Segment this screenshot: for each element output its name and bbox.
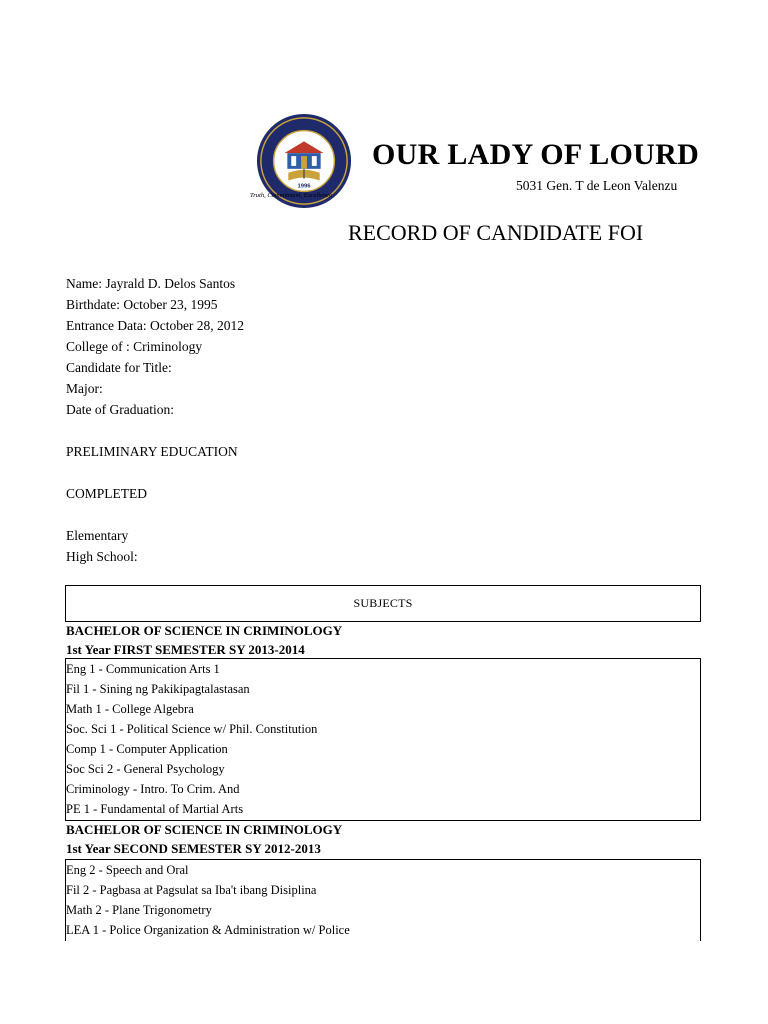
subject-row: Math 2 - Plane Trigonometry [66, 903, 212, 917]
high-school-line: High School: [66, 549, 138, 564]
preliminary-education-heading: PRELIMINARY EDUCATION [66, 444, 238, 459]
major-line: Major: [66, 381, 103, 396]
section-program-title: BACHELOR OF SCIENCE IN CRIMINOLOGY [66, 623, 343, 638]
college-motto: Truth, Commitment, Excellence [250, 192, 332, 199]
elementary-line: Elementary [66, 528, 129, 543]
subject-row: Math 1 - College Algebra [66, 702, 194, 716]
document-title: RECORD OF CANDIDATE FOI [348, 220, 644, 245]
entrance-date-line: Entrance Data: October 28, 2012 [66, 318, 245, 333]
subject-row: PE 1 - Fundamental of Martial Arts [66, 802, 244, 816]
subject-row: LEA 1 - Police Organization & Administration w/ Police [66, 923, 350, 937]
subject-row: Soc. Sci 1 - Political Science w/ Phil. Constitution [66, 722, 318, 736]
section-program-title: BACHELOR OF SCIENCE IN CRIMINOLOGY [66, 822, 343, 837]
subjects-table-header [65, 585, 701, 622]
subject-row: Soc Sci 2 - General Psychology [66, 762, 225, 776]
school-name: OUR LADY OF LOURD [372, 138, 700, 171]
section-term-title: 1st Year SECOND SEMESTER SY 2012-2013 [66, 841, 321, 856]
birthdate-line: Birthdate: October 23, 1995 [66, 297, 218, 312]
svg-text:1996: 1996 [297, 183, 311, 190]
subject-row: Fil 2 - Pagbasa at Pagsulat sa Iba't ibang Disiplina [66, 883, 317, 897]
completed-heading: COMPLETED [66, 486, 147, 501]
school-address: 5031 Gen. T de Leon Valenzu [516, 178, 678, 193]
candidate-title-line: Candidate for Title: [66, 360, 172, 375]
section-term-title: 1st Year FIRST SEMESTER SY 2013-2014 [66, 642, 305, 657]
subject-row: Criminology - Intro. To Crim. And [66, 782, 240, 796]
subject-row: Comp 1 - Computer Application [66, 742, 228, 756]
name-line: Name: Jayrald D. Delos Santos [66, 276, 236, 291]
college-line: College of : Criminology [66, 339, 203, 354]
right-crop-mask [702, 100, 768, 260]
subject-row: Fil 1 - Sining ng Pakikipagtalastasan [66, 682, 250, 696]
subjects-header-label: SUBJECTS [353, 596, 413, 610]
subject-row: Eng 2 - Speech and Oral [66, 863, 189, 877]
subject-row: Eng 1 - Communication Arts 1 [66, 662, 220, 676]
graduation-date-line: Date of Graduation: [66, 402, 174, 417]
